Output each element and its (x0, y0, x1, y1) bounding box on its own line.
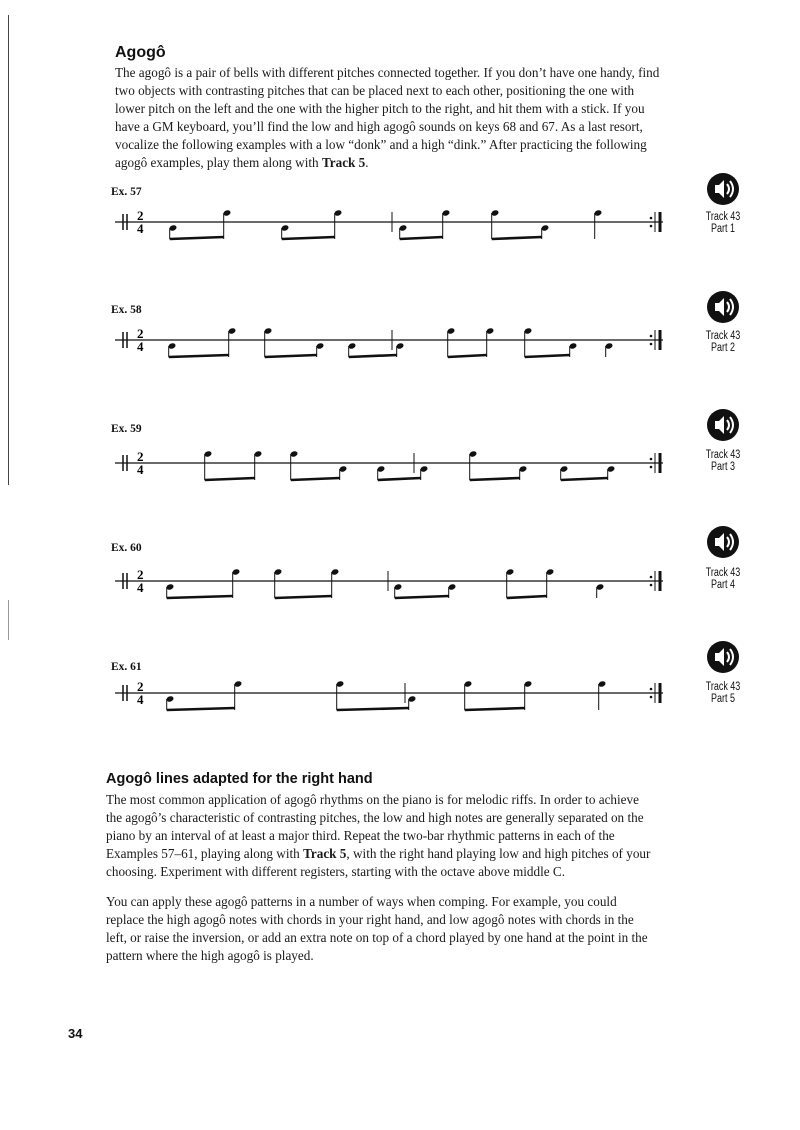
text-line: piano by an interval of at least a major third. Repeat the two-bar rhythmic patterns in each of the (106, 828, 615, 843)
note-beam (561, 478, 608, 480)
notation-staff (115, 197, 675, 247)
time-signature-top: 2 (137, 679, 144, 694)
text-line: two objects with contrasting pitches that can be placed next to each other, positioning the one with (115, 83, 635, 98)
text-line: pattern where the high agogô is played. (106, 948, 314, 963)
time-signature-bottom: 4 (137, 580, 144, 595)
text-line: You can apply these agogô patterns in a number of ways when comping. For example, you could (106, 894, 617, 909)
time-signature-bottom: 4 (137, 692, 144, 707)
time-signature-bottom: 4 (137, 339, 144, 354)
note-beam (465, 708, 525, 710)
notation-staff (115, 668, 675, 718)
note-beam (170, 237, 224, 239)
time-signature-top: 2 (137, 208, 144, 223)
note-beam (337, 708, 409, 710)
track-part: Part 1 (711, 223, 735, 235)
track-reference (700, 330, 747, 354)
note-beam (525, 355, 570, 357)
note-beam (275, 596, 332, 598)
margin-rule (8, 15, 9, 485)
track-number: Track 43 (705, 211, 741, 223)
text-line: lower pitch on the left and the one with the higher pitch to the right, and hit them with a stick. If you (115, 101, 645, 116)
note-beam (282, 237, 335, 239)
note-beam (448, 355, 487, 357)
note-beam (400, 237, 443, 239)
body-paragraph (106, 791, 726, 881)
repeat-dot (650, 696, 653, 699)
track-part: Part 3 (711, 461, 735, 473)
track-number: Track 43 (705, 330, 741, 342)
repeat-dot (650, 335, 653, 338)
note-beam (167, 596, 233, 598)
time-signature-top: 2 (137, 449, 144, 464)
example-label: Ex. 57 (111, 186, 142, 198)
speaker-icon (706, 290, 740, 324)
margin-rule (8, 600, 9, 640)
note-beam (169, 355, 229, 357)
notation-staff (115, 315, 675, 365)
speaker-icon (706, 525, 740, 559)
section-heading: Agogô (115, 44, 166, 61)
track-part: Part 4 (711, 579, 735, 591)
section-heading: Agogô lines adapted for the right hand (106, 771, 373, 787)
text-line: replace the high agogô notes with chords in your right hand, and low agogô notes with chords in the (106, 912, 634, 927)
repeat-dot (650, 688, 653, 691)
example-label: Ex. 60 (111, 542, 142, 554)
note-beam (492, 237, 542, 239)
note-beam (470, 478, 520, 480)
text-line: Examples 57–61, playing along with Track 5, with the right hand playing low and high pitches of your (106, 846, 651, 861)
time-signature-top: 2 (137, 567, 144, 582)
repeat-dot (650, 576, 653, 579)
track-reference (700, 211, 747, 235)
intro-paragraph (115, 64, 705, 172)
note-beam (167, 708, 235, 710)
time-signature-bottom: 4 (137, 221, 144, 236)
example-label: Ex. 58 (111, 304, 142, 316)
time-signature-top: 2 (137, 326, 144, 341)
note-beam (349, 355, 397, 357)
track-part: Part 2 (711, 342, 735, 354)
note-beam (507, 596, 547, 598)
note-beam (395, 596, 449, 598)
repeat-dot (650, 225, 653, 228)
text-line: choosing. Experiment with different registers, starting with the octave above middle C. (106, 864, 566, 879)
speaker-icon (706, 640, 740, 674)
repeat-dot (650, 343, 653, 346)
text-line: The most common application of agogô rhythms on the piano is for melodic riffs. In order to achieve (106, 792, 639, 807)
track-reference (700, 449, 747, 473)
text-line: left, or raise the inversion, or add an extra note on top of a chord played by one hand at the point in the (106, 930, 648, 945)
note-beam (205, 478, 255, 480)
text-line: the agogô’s characteristic of contrasting pitches, the low and high notes are generally separated on the (106, 810, 644, 825)
track-part: Part 5 (711, 693, 735, 705)
text-line: have a GM keyboard, you’ll find the low and high agogô sounds on keys 68 and 67. As a last resort, (115, 119, 643, 134)
notation-staff (115, 556, 675, 606)
speaker-icon (706, 172, 740, 206)
note-beam (265, 355, 317, 357)
track-reference (700, 567, 747, 591)
body-paragraph (106, 893, 726, 965)
note-beam (291, 478, 340, 480)
repeat-dot (650, 458, 653, 461)
track-number: Track 43 (705, 681, 741, 693)
speaker-icon (706, 408, 740, 442)
note-beam (378, 478, 421, 480)
repeat-dot (650, 584, 653, 587)
example-label: Ex. 61 (111, 661, 142, 673)
text-line: vocalize the following examples with a low “donk” and a high “dink.” After practicing the following (115, 137, 647, 152)
page-number: 34 (68, 1026, 83, 1041)
example-label: Ex. 59 (111, 423, 142, 435)
repeat-dot (650, 217, 653, 220)
text-line: The agogô is a pair of bells with different pitches connected together. If you don’t have one handy, find (115, 65, 660, 80)
text-line: agogô examples, play them along with Track 5. (115, 155, 369, 170)
track-number: Track 43 (705, 567, 741, 579)
repeat-dot (650, 466, 653, 469)
track-number: Track 43 (705, 449, 741, 461)
time-signature-bottom: 4 (137, 462, 144, 477)
notation-staff (115, 438, 675, 488)
track-reference (700, 681, 747, 705)
